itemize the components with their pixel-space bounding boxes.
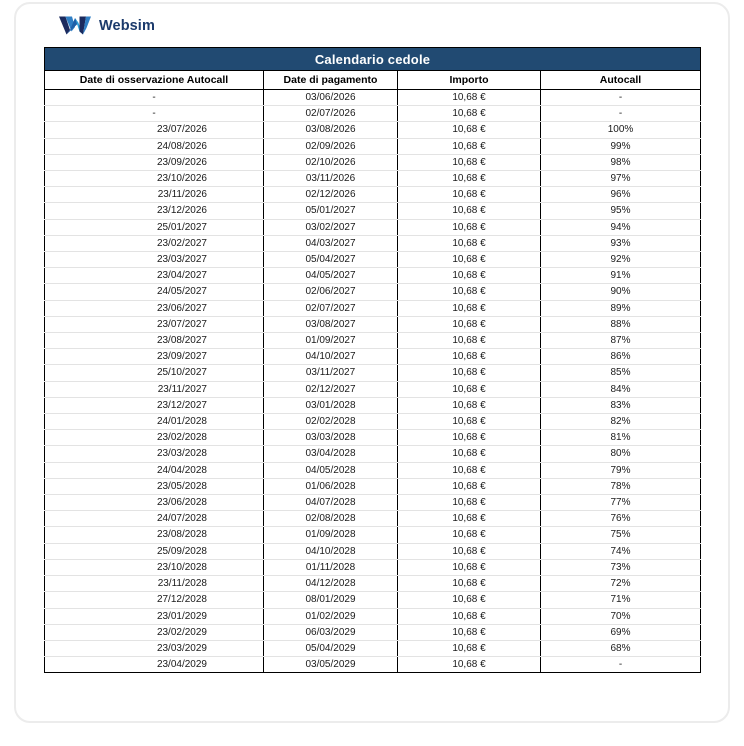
table-row xyxy=(45,187,701,203)
cell-autocall: 69% xyxy=(541,624,701,640)
cell-autocall: 90% xyxy=(541,284,701,300)
cell-date-osservazione: 23/03/2029 xyxy=(45,640,264,656)
cell-importo: 10,68 € xyxy=(398,138,541,154)
calendar-table-container xyxy=(44,47,700,673)
cell-date-pagamento: 02/07/2027 xyxy=(264,300,398,316)
table-row xyxy=(45,462,701,478)
table-row xyxy=(45,381,701,397)
table-row xyxy=(45,122,701,138)
cell-date-osservazione: 23/06/2028 xyxy=(45,495,264,511)
cell-date-pagamento: 05/04/2029 xyxy=(264,640,398,656)
table-body xyxy=(45,90,701,673)
column-header-importo[interactable]: Importo xyxy=(398,71,541,90)
cell-importo: 10,68 € xyxy=(398,300,541,316)
table-row xyxy=(45,284,701,300)
table-title-row xyxy=(45,48,701,71)
table-row xyxy=(45,333,701,349)
table-row xyxy=(45,527,701,543)
cell-importo: 10,68 € xyxy=(398,219,541,235)
cell-date-pagamento: 04/10/2027 xyxy=(264,349,398,365)
cell-date-pagamento: 04/10/2028 xyxy=(264,543,398,559)
cell-autocall: 77% xyxy=(541,495,701,511)
cell-date-osservazione: 24/07/2028 xyxy=(45,511,264,527)
cell-autocall: 98% xyxy=(541,154,701,170)
table-row xyxy=(45,478,701,494)
cell-date-pagamento: 02/08/2028 xyxy=(264,511,398,527)
cell-date-osservazione: 25/10/2027 xyxy=(45,365,264,381)
cell-importo: 10,68 € xyxy=(398,106,541,122)
cell-date-pagamento: 04/12/2028 xyxy=(264,576,398,592)
cell-autocall: - xyxy=(541,106,701,122)
column-header-date-pagamento[interactable]: Date di pagamento xyxy=(264,71,398,90)
cell-autocall: 74% xyxy=(541,543,701,559)
cell-date-osservazione: - xyxy=(45,106,264,122)
cell-date-pagamento: 04/03/2027 xyxy=(264,235,398,251)
cell-date-pagamento: 02/07/2026 xyxy=(264,106,398,122)
cell-date-pagamento: 01/09/2028 xyxy=(264,527,398,543)
cell-date-pagamento: 01/02/2029 xyxy=(264,608,398,624)
brand-name: Websim xyxy=(99,17,155,34)
cell-importo: 10,68 € xyxy=(398,543,541,559)
cell-date-pagamento: 05/04/2027 xyxy=(264,252,398,268)
table-row xyxy=(45,640,701,656)
cell-autocall: 97% xyxy=(541,171,701,187)
cell-autocall: 68% xyxy=(541,640,701,656)
cell-date-pagamento: 03/02/2027 xyxy=(264,219,398,235)
cell-date-osservazione: 24/04/2028 xyxy=(45,462,264,478)
cell-date-pagamento: 03/03/2028 xyxy=(264,430,398,446)
cell-date-pagamento: 05/01/2027 xyxy=(264,203,398,219)
cell-importo: 10,68 € xyxy=(398,349,541,365)
cell-date-osservazione: 23/04/2027 xyxy=(45,268,264,284)
page-card xyxy=(14,2,730,723)
cell-importo: 10,68 € xyxy=(398,478,541,494)
cell-importo: 10,68 € xyxy=(398,462,541,478)
cell-autocall: 95% xyxy=(541,203,701,219)
cell-importo: 10,68 € xyxy=(398,90,541,106)
cell-date-osservazione: 23/11/2026 xyxy=(45,187,264,203)
cell-autocall: 71% xyxy=(541,592,701,608)
cell-autocall: 76% xyxy=(541,511,701,527)
cell-date-osservazione: 24/05/2027 xyxy=(45,284,264,300)
cell-date-osservazione: 23/03/2027 xyxy=(45,252,264,268)
cell-date-osservazione: 23/08/2028 xyxy=(45,527,264,543)
cell-autocall: 87% xyxy=(541,333,701,349)
table-row xyxy=(45,268,701,284)
table-row xyxy=(45,430,701,446)
table-row xyxy=(45,397,701,413)
cell-autocall: 94% xyxy=(541,219,701,235)
cell-importo: 10,68 € xyxy=(398,154,541,170)
cell-date-osservazione: 23/02/2028 xyxy=(45,430,264,446)
cell-importo: 10,68 € xyxy=(398,592,541,608)
cell-date-pagamento: 02/09/2026 xyxy=(264,138,398,154)
cell-date-pagamento: 08/01/2029 xyxy=(264,592,398,608)
cell-importo: 10,68 € xyxy=(398,235,541,251)
cell-date-osservazione: 24/08/2026 xyxy=(45,138,264,154)
cell-date-osservazione: 24/01/2028 xyxy=(45,414,264,430)
cell-importo: 10,68 € xyxy=(398,657,541,673)
table-row xyxy=(45,171,701,187)
table-row xyxy=(45,365,701,381)
brand-header xyxy=(16,4,728,47)
column-header-row xyxy=(45,71,701,90)
cell-importo: 10,68 € xyxy=(398,252,541,268)
cell-date-osservazione: 23/07/2027 xyxy=(45,316,264,332)
websim-w-logo-icon xyxy=(58,15,92,36)
table-row xyxy=(45,446,701,462)
cell-date-pagamento: 02/12/2027 xyxy=(264,381,398,397)
cell-autocall: 72% xyxy=(541,576,701,592)
cell-importo: 10,68 € xyxy=(398,316,541,332)
websim-logo[interactable] xyxy=(58,15,155,36)
table-row xyxy=(45,576,701,592)
table-row xyxy=(45,511,701,527)
cell-importo: 10,68 € xyxy=(398,446,541,462)
cell-date-osservazione: 25/09/2028 xyxy=(45,543,264,559)
table-row xyxy=(45,559,701,575)
table-row xyxy=(45,138,701,154)
cell-date-pagamento: 02/06/2027 xyxy=(264,284,398,300)
cell-date-pagamento: 03/11/2026 xyxy=(264,171,398,187)
cell-date-osservazione: 23/07/2026 xyxy=(45,122,264,138)
cell-date-osservazione: 25/01/2027 xyxy=(45,219,264,235)
cell-date-pagamento: 03/04/2028 xyxy=(264,446,398,462)
cell-date-pagamento: 02/10/2026 xyxy=(264,154,398,170)
table-row xyxy=(45,592,701,608)
cell-importo: 10,68 € xyxy=(398,559,541,575)
cell-date-osservazione: 23/02/2029 xyxy=(45,624,264,640)
cell-importo: 10,68 € xyxy=(398,576,541,592)
table-row xyxy=(45,414,701,430)
table-row xyxy=(45,608,701,624)
table-row xyxy=(45,316,701,332)
cell-date-pagamento: 04/05/2028 xyxy=(264,462,398,478)
table-row xyxy=(45,495,701,511)
cell-date-osservazione: 23/09/2026 xyxy=(45,154,264,170)
table-row xyxy=(45,300,701,316)
cell-autocall: 82% xyxy=(541,414,701,430)
table-row xyxy=(45,154,701,170)
cell-date-osservazione: 23/11/2028 xyxy=(45,576,264,592)
table-row xyxy=(45,349,701,365)
cell-date-pagamento: 04/07/2028 xyxy=(264,495,398,511)
table-row xyxy=(45,252,701,268)
cell-autocall: 70% xyxy=(541,608,701,624)
cell-autocall: 73% xyxy=(541,559,701,575)
table-row xyxy=(45,90,701,106)
table-head xyxy=(45,48,701,90)
cell-importo: 10,68 € xyxy=(398,187,541,203)
table-row xyxy=(45,657,701,673)
cell-importo: 10,68 € xyxy=(398,381,541,397)
cell-date-pagamento: 03/11/2027 xyxy=(264,365,398,381)
cell-importo: 10,68 € xyxy=(398,640,541,656)
cell-date-osservazione: 23/09/2027 xyxy=(45,349,264,365)
cell-autocall: 96% xyxy=(541,187,701,203)
table-row xyxy=(45,203,701,219)
cell-date-pagamento: 01/09/2027 xyxy=(264,333,398,349)
cell-autocall: 88% xyxy=(541,316,701,332)
cell-date-osservazione: 23/12/2027 xyxy=(45,397,264,413)
cell-importo: 10,68 € xyxy=(398,430,541,446)
cell-autocall: 99% xyxy=(541,138,701,154)
cell-date-pagamento: 03/08/2026 xyxy=(264,122,398,138)
cell-importo: 10,68 € xyxy=(398,171,541,187)
cell-importo: 10,68 € xyxy=(398,122,541,138)
cell-importo: 10,68 € xyxy=(398,203,541,219)
cell-date-osservazione: 23/06/2027 xyxy=(45,300,264,316)
cell-autocall: 79% xyxy=(541,462,701,478)
cell-autocall: 84% xyxy=(541,381,701,397)
cell-importo: 10,68 € xyxy=(398,333,541,349)
cell-autocall: 81% xyxy=(541,430,701,446)
cell-autocall: - xyxy=(541,90,701,106)
table-row xyxy=(45,106,701,122)
cell-autocall: 91% xyxy=(541,268,701,284)
cell-date-osservazione: - xyxy=(45,90,264,106)
cell-autocall: 78% xyxy=(541,478,701,494)
cell-date-osservazione: 23/10/2028 xyxy=(45,559,264,575)
cell-date-osservazione: 23/01/2029 xyxy=(45,608,264,624)
cell-importo: 10,68 € xyxy=(398,511,541,527)
cell-date-pagamento: 01/11/2028 xyxy=(264,559,398,575)
cell-date-osservazione: 23/03/2028 xyxy=(45,446,264,462)
cell-date-pagamento: 03/06/2026 xyxy=(264,90,398,106)
cell-importo: 10,68 € xyxy=(398,284,541,300)
cell-autocall: 75% xyxy=(541,527,701,543)
column-header-date-osservazione[interactable]: Date di osservazione Autocall xyxy=(45,71,264,90)
cell-autocall: - xyxy=(541,657,701,673)
cell-autocall: 83% xyxy=(541,397,701,413)
cell-autocall: 80% xyxy=(541,446,701,462)
table-title: Calendario cedole xyxy=(45,48,701,71)
calendario-cedole-table xyxy=(44,47,701,673)
cell-date-osservazione: 27/12/2028 xyxy=(45,592,264,608)
cell-importo: 10,68 € xyxy=(398,268,541,284)
table-row xyxy=(45,219,701,235)
cell-autocall: 93% xyxy=(541,235,701,251)
column-header-autocall[interactable]: Autocall xyxy=(541,71,701,90)
cell-date-osservazione: 23/04/2029 xyxy=(45,657,264,673)
cell-autocall: 92% xyxy=(541,252,701,268)
cell-date-osservazione: 23/02/2027 xyxy=(45,235,264,251)
cell-date-pagamento: 03/08/2027 xyxy=(264,316,398,332)
cell-date-pagamento: 04/05/2027 xyxy=(264,268,398,284)
cell-importo: 10,68 € xyxy=(398,624,541,640)
cell-date-osservazione: 23/08/2027 xyxy=(45,333,264,349)
cell-importo: 10,68 € xyxy=(398,414,541,430)
cell-date-pagamento: 02/02/2028 xyxy=(264,414,398,430)
cell-importo: 10,68 € xyxy=(398,397,541,413)
cell-importo: 10,68 € xyxy=(398,527,541,543)
cell-autocall: 86% xyxy=(541,349,701,365)
cell-autocall: 100% xyxy=(541,122,701,138)
cell-date-osservazione: 23/10/2026 xyxy=(45,171,264,187)
cell-autocall: 85% xyxy=(541,365,701,381)
cell-date-osservazione: 23/05/2028 xyxy=(45,478,264,494)
cell-date-pagamento: 01/06/2028 xyxy=(264,478,398,494)
cell-date-pagamento: 06/03/2029 xyxy=(264,624,398,640)
cell-importo: 10,68 € xyxy=(398,495,541,511)
cell-date-pagamento: 02/12/2026 xyxy=(264,187,398,203)
cell-date-osservazione: 23/12/2026 xyxy=(45,203,264,219)
cell-importo: 10,68 € xyxy=(398,608,541,624)
cell-date-pagamento: 03/01/2028 xyxy=(264,397,398,413)
table-row xyxy=(45,543,701,559)
table-row xyxy=(45,235,701,251)
table-row xyxy=(45,624,701,640)
cell-date-osservazione: 23/11/2027 xyxy=(45,381,264,397)
cell-date-pagamento: 03/05/2029 xyxy=(264,657,398,673)
cell-autocall: 89% xyxy=(541,300,701,316)
cell-importo: 10,68 € xyxy=(398,365,541,381)
